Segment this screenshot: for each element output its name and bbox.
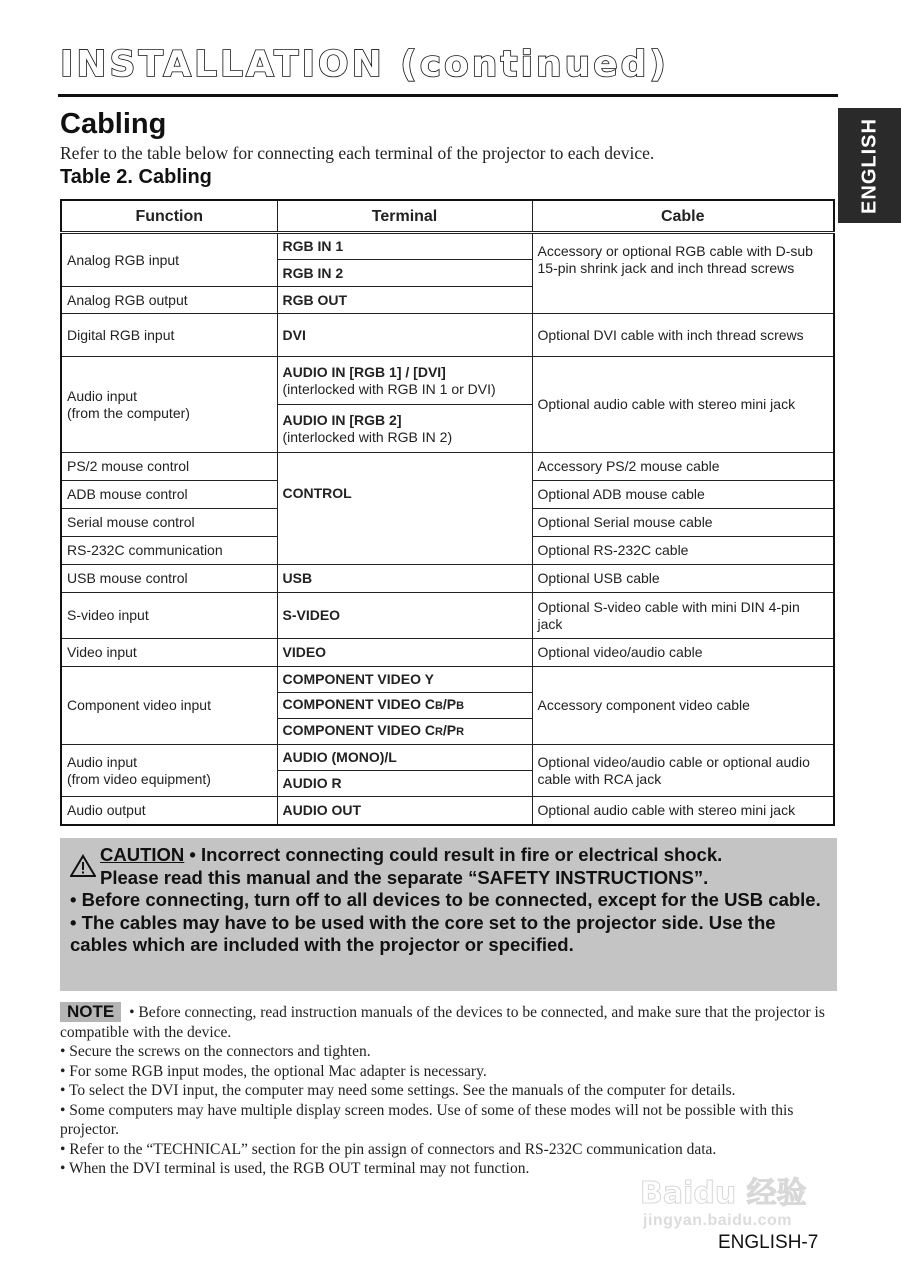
terminal-name: S-VIDEO [282,607,341,623]
terminal-name: RGB OUT [282,291,348,308]
cable-cell: Optional Serial mouse cable [532,509,834,537]
terminal-cell [277,719,532,745]
note-item: • Some computers may have multiple display screen modes. Use of some of these modes will not be possible with this projector. [60,1101,794,1138]
column-header-cable: Cable [532,200,834,233]
note-item: • Refer to the “TECHNICAL” section for the pin assign of connectors and RS-232C communication data. [60,1140,717,1158]
terminal-cell [277,745,532,771]
function-line: Audio input [67,753,138,770]
cable-cell: Accessory PS/2 mouse cable [532,453,834,481]
terminal-name: RGB IN 1 [282,238,344,254]
terminal-cell [277,693,532,719]
cable-cell: Optional RS-232C cable [532,537,834,565]
terminal-cell [277,233,532,260]
note-item: • For some RGB input modes, the optional Mac adapter is necessary. [60,1062,487,1080]
terminal-main: COMPONENT VIDEO C [282,722,435,738]
caution-bullet: • Before connecting, turn off to all devices to be connected, except for the USB cable. [70,889,821,910]
note-item: • When the DVI terminal is used, the RGB OUT terminal may not function. [60,1160,530,1177]
note-item: • To select the DVI input, the computer may need some settings. See the manuals of the computer for details. [60,1082,736,1099]
terminal-name: AUDIO IN [RGB 2] [282,411,402,428]
function-cell: RS-232C communication [61,537,277,565]
cable-cell: Optional DVI cable with inch thread screws [532,314,834,357]
terminal-name: DVI [282,326,306,343]
terminal-main: COMPONENT VIDEO C [282,696,435,712]
cabling-table [60,199,835,826]
terminal-cell [277,405,532,453]
terminal-cell [277,314,532,357]
terminal-cell [277,260,532,287]
terminal-name [283,722,465,738]
terminal-separator: /P [442,696,457,712]
page-title: INSTALLATION (continued) [60,44,669,85]
terminal-name: RGB IN 2 [282,264,344,281]
table-row [61,357,834,405]
function-cell: Audio output [61,797,277,825]
warning-triangle-icon [70,844,100,889]
table-row [61,593,834,639]
terminal-name: AUDIO R [282,775,342,791]
terminal-separator: /P [442,722,457,738]
language-tab [838,108,901,223]
cable-cell: Accessory component video cable [532,667,834,745]
terminal-cell [277,771,532,797]
terminal-name [283,696,465,712]
terminal-note: (interlocked with RGB IN 1 or DVI) [282,380,496,397]
table-row [61,565,834,593]
terminal-note: (interlocked with RGB IN 2) [282,428,453,445]
terminal-name: AUDIO IN [RGB 1] / [DVI] [282,363,446,380]
function-cell [61,357,277,453]
caution-head [70,844,827,889]
terminal-cell [277,639,532,667]
terminal-cell [277,797,532,825]
terminal-name: VIDEO [282,644,327,660]
caution-box [60,838,837,991]
function-cell: Analog RGB input [61,233,277,287]
terminal-subscript: B [434,700,443,712]
terminal-name: COMPONENT VIDEO Y [282,671,434,687]
terminal-name: USB [282,570,313,586]
table-title: Table 2. Cabling [60,166,212,188]
function-line: (from video equipment) [67,770,211,787]
cable-cell: Accessory or optional RGB cable with D-sub 15-pin shrink jack and inch thread screws [532,233,834,314]
note-item: • Secure the screws on the connectors and tighten. [60,1043,371,1060]
table-row [61,667,834,693]
function-cell: Component video input [61,667,277,745]
function-line: (from the computer) [67,404,190,421]
caution-head-text [100,844,722,889]
function-cell: Video input [61,639,277,667]
cable-cell: Optional S-video cable with mini DIN 4-pin jack [532,593,834,639]
function-cell: PS/2 mouse control [61,453,277,481]
watermark-url: jingyan.baidu.com [643,1212,792,1229]
page-number: ENGLISH-7 [718,1232,819,1253]
table-row [61,453,834,481]
terminal-cell [277,453,532,565]
function-cell: ADB mouse control [61,481,277,509]
language-tab-label: ENGLISH [858,117,880,214]
note-item [60,1002,835,1042]
note-label: NOTE [60,1002,121,1022]
function-cell [61,745,277,797]
watermark-logo: Baidu 经验 [640,1176,807,1211]
table-row [61,233,834,260]
function-cell: Analog RGB output [61,287,277,314]
table-row [61,797,834,825]
terminal-cell [277,565,532,593]
terminal-name: AUDIO OUT [282,801,362,818]
terminal-name: CONTROL [282,485,352,501]
cable-cell: Optional ADB mouse cable [532,481,834,509]
table-header-row [61,200,834,233]
function-cell: S-video input [61,593,277,639]
note-section [60,1002,835,1179]
function-cell: Serial mouse control [61,509,277,537]
terminal-subscript: R [456,726,465,738]
terminal-subscript: B [456,700,465,712]
terminal-subscript: R [434,726,443,738]
caution-line-2: Please read this manual and the separate “SAFETY INSTRUCTIONS”. [100,866,709,888]
intro-text: Refer to the table below for connecting each terminal of the projector to each device. [60,143,655,163]
caution-bullet: • The cables may have to be used with the core set to the projector side. Use the cables which are included with the projector or specified. [70,911,776,955]
function-cell: Digital RGB input [61,314,277,357]
column-header-function: Function [61,200,277,233]
column-header-terminal: Terminal [277,200,532,233]
caution-line-1: • Incorrect connecting could result in fire or electrical shock. [184,844,723,865]
cable-cell: Optional USB cable [532,565,834,593]
note-text: • Before connecting, read instruction manuals of the devices to be connected, and make sure that the projector is compatible with the device. [60,1004,825,1041]
table-row [61,639,834,667]
cable-cell: Optional audio cable with stereo mini jack [532,357,834,453]
section-title: Cabling [60,108,167,140]
cable-cell: Optional audio cable with stereo mini jack [532,797,834,825]
table-row [61,314,834,357]
cable-cell: Optional video/audio cable or optional audio cable with RCA jack [532,745,834,797]
terminal-name: AUDIO (MONO)/L [282,749,397,765]
caution-label: CAUTION [100,844,185,865]
terminal-cell [277,593,532,639]
terminal-cell [277,667,532,693]
terminal-cell [277,357,532,405]
function-line: Audio input [67,387,138,404]
terminal-cell [277,287,532,314]
cable-cell: Optional video/audio cable [532,639,834,667]
function-cell: USB mouse control [61,565,277,593]
title-rule [58,94,838,97]
table-row [61,745,834,771]
